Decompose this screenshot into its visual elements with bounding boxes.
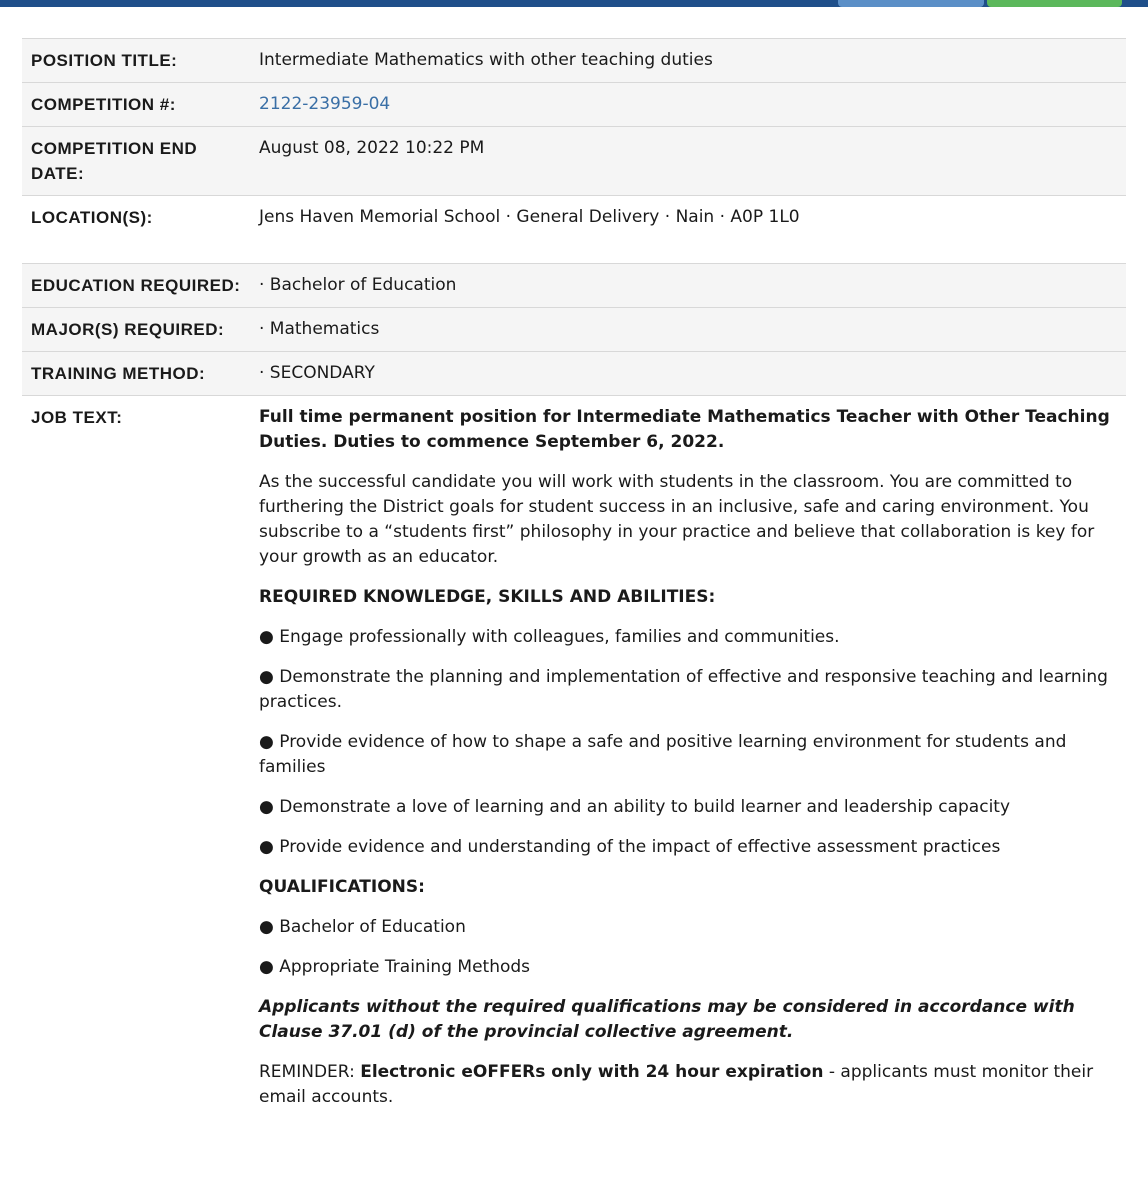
job-headline: Full time permanent position for Intermediate Mathematics Teacher with Other Teaching Duties. Duties to commence September 6, 2022. bbox=[259, 407, 1110, 452]
value-majors-required: · Mathematics bbox=[251, 308, 1126, 352]
qualifications-heading: QUALIFICATIONS: bbox=[259, 877, 425, 897]
job-intro: As the successful candidate you will work with students in the classroom. You are committed to furthering the District goals for student success in an inclusive, safe and caring environment. You subscribe to a “students first” philosophy in your practice and believe that collaboration is key for your growth as an educator. bbox=[259, 472, 1095, 567]
value-training-method: · SECONDARY bbox=[251, 352, 1126, 396]
nav-button-green[interactable] bbox=[987, 0, 1122, 7]
label-competition-end-date: COMPETITION END DATE: bbox=[22, 127, 251, 196]
value-education-required: · Bachelor of Education bbox=[251, 264, 1126, 308]
ksa-item: ● Demonstrate the planning and implementation of effective and responsive teaching and learning practices. bbox=[259, 667, 1108, 712]
ksa-item: ● Engage professionally with colleagues, families and communities. bbox=[259, 627, 840, 647]
row-position-title bbox=[22, 39, 1126, 83]
reminder-suffix: - applicants must monitor their email accounts. bbox=[259, 1062, 1094, 1107]
ksa-heading: REQUIRED KNOWLEDGE, SKILLS AND ABILITIES: bbox=[259, 587, 716, 607]
label-training-method: TRAINING METHOD: bbox=[22, 352, 251, 396]
value-locations: Jens Haven Memorial School · General Delivery · Nain · A0P 1L0 bbox=[251, 196, 1126, 264]
value-competition-number bbox=[251, 83, 1126, 127]
job-posting-table bbox=[22, 38, 1126, 1119]
label-competition-number: COMPETITION #: bbox=[22, 83, 251, 127]
qualification-item: ● Bachelor of Education bbox=[259, 917, 466, 937]
row-job-text bbox=[22, 396, 1126, 1120]
clause-note: Applicants without the required qualifications may be considered in accordance with Clause 37.01 (d) of the provincial collective agreement. bbox=[259, 997, 1075, 1042]
competition-number-link[interactable]: 2122-23959-04 bbox=[259, 94, 391, 114]
value-position-title: Intermediate Mathematics with other teaching duties bbox=[251, 39, 1126, 83]
label-locations: LOCATION(S): bbox=[22, 196, 251, 264]
label-education-required: EDUCATION REQUIRED: bbox=[22, 264, 251, 308]
nav-button-blue[interactable] bbox=[838, 0, 984, 7]
label-job-text: JOB TEXT: bbox=[31, 408, 123, 427]
label-position-title: POSITION TITLE: bbox=[22, 39, 251, 83]
row-competition-number bbox=[22, 83, 1126, 127]
label-majors-required: MAJOR(S) REQUIRED: bbox=[22, 308, 251, 352]
row-training-method bbox=[22, 352, 1126, 396]
row-majors-required bbox=[22, 308, 1126, 352]
job-text-body bbox=[251, 396, 1126, 1120]
top-nav-bar bbox=[0, 0, 1148, 7]
row-locations bbox=[22, 196, 1126, 264]
row-education-required bbox=[22, 264, 1126, 308]
ksa-item: ● Demonstrate a love of learning and an ability to build learner and leadership capacity bbox=[259, 797, 1011, 817]
ksa-item: ● Provide evidence of how to shape a safe and positive learning environment for students and families bbox=[259, 732, 1067, 777]
row-competition-end-date bbox=[22, 127, 1126, 196]
ksa-item: ● Provide evidence and understanding of the impact of effective assessment practices bbox=[259, 837, 1001, 857]
reminder-emphasis: Electronic eOFFERs only with 24 hour expiration bbox=[360, 1062, 824, 1082]
reminder-note bbox=[259, 1060, 1114, 1110]
reminder-prefix: REMINDER: bbox=[259, 1062, 361, 1082]
qualification-item: ● Appropriate Training Methods bbox=[259, 957, 531, 977]
value-competition-end-date: August 08, 2022 10:22 PM bbox=[251, 127, 1126, 196]
